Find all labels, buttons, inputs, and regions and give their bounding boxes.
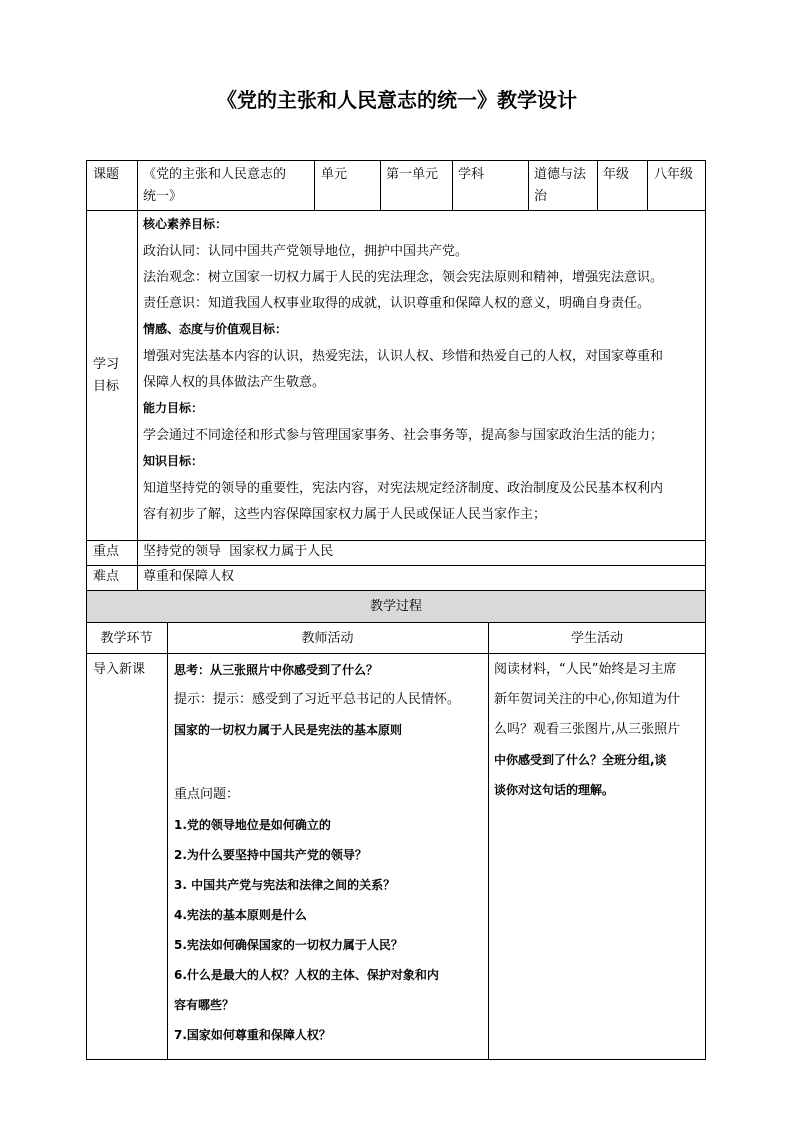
- unit-value: 第一单元: [386, 167, 439, 182]
- col-stage-header: 教学环节: [100, 631, 153, 646]
- objective-line: 容有初步了解，这些内容保障国家权力属于人民或保证人民当家作主；: [143, 507, 547, 522]
- teacher-line: 提示：提示：感受到了习近平总书记的人民情怀。: [174, 692, 461, 707]
- teacher-line: 容有哪些？: [174, 998, 235, 1012]
- process-header: 教学过程: [369, 599, 422, 614]
- objective-line: 增强对宪法基本内容的认识，热爱宪法，认识人权、珍惜和热爱自己的人权，对国家尊重和: [143, 349, 664, 364]
- objectives-content: [143, 214, 703, 530]
- objective-line: 知道坚持党的领导的重要性，宪法内容，对宪法规定经济制度、政治制度及公民基本权利内: [143, 481, 664, 496]
- teacher-line: 6.什么是最大的人权？人权的主体、保护对象和内: [174, 968, 439, 982]
- topic-value-line1: 《党的主张和人民意志的: [143, 167, 287, 182]
- col-divider: [488, 622, 489, 1060]
- student-line: 谈你对这句话的理解。: [494, 783, 615, 797]
- teacher-line: [174, 749, 484, 784]
- col-divider: [314, 160, 315, 210]
- objective-heading: 情感、态度与价值观目标：: [143, 322, 288, 336]
- objectives-label-line1: 学习: [93, 357, 120, 372]
- header-row-divider: [86, 210, 706, 211]
- col-divider: [137, 160, 138, 590]
- subject-label: 学科: [458, 167, 485, 182]
- teacher-line: 国家的一切权力属于人民是宪法的基本原则: [174, 723, 403, 737]
- col-divider: [452, 160, 453, 210]
- col-divider: [647, 160, 648, 210]
- difficult-points-label: 难点: [93, 569, 120, 584]
- subject-value-line1: 道德与法: [534, 167, 587, 182]
- objective-line: 政治认同：认同中国共产党领导地位，拥护中国共产党。: [143, 244, 469, 259]
- key-points-label: 重点: [93, 544, 120, 559]
- teacher-line: 5.宪法如何确保国家的一切权力属于人民？: [174, 938, 403, 952]
- col-divider: [597, 160, 598, 210]
- col-divider: [167, 622, 168, 1060]
- objective-line: 保障人权的具体做法产生敬意。: [143, 375, 326, 390]
- teacher-line: 思考：从三张照片中你感受到了什么？: [174, 663, 379, 677]
- objective-heading: 知识目标：: [143, 454, 204, 468]
- student-line: 阅读材料，“人民”始终是习主席: [494, 662, 677, 677]
- student-activity: [494, 659, 702, 809]
- objective-heading: 能力目标：: [143, 401, 204, 415]
- row-divider: [86, 622, 706, 623]
- topic-label: 课题: [93, 167, 120, 182]
- grade-value: 八年级: [654, 167, 694, 182]
- key-points-value: 坚持党的领导 国家权力属于人民: [143, 544, 334, 559]
- objective-line: 责任意识：知道我国人权事业取得的成就，认识尊重和保障人权的意义，明确自身责任。: [143, 296, 651, 311]
- col-student-header: 学生活动: [570, 631, 623, 646]
- col-divider: [380, 160, 381, 210]
- teacher-line: 7.国家如何尊重和保障人权？: [174, 1028, 331, 1042]
- stage-value: 导入新课: [93, 662, 146, 677]
- student-line: 中你感受到了什么？全班分组,谈: [494, 753, 667, 767]
- objectives-label-line2: 目标: [93, 379, 120, 394]
- unit-label: 单元: [321, 167, 348, 182]
- objective-line: 法治观念：树立国家一切权力属于人民的宪法理念，领会宪法原则和精神，增强宪法意识。: [143, 270, 664, 285]
- col-teacher-header: 教师活动: [301, 631, 354, 646]
- teacher-line: 2.为什么要坚持中国共产党的领导？: [174, 848, 367, 862]
- teacher-line: 3. 中国共产党与宪法和法律之间的关系？: [174, 878, 396, 892]
- teacher-line: 重点问题：: [174, 787, 240, 802]
- col-divider: [528, 160, 529, 210]
- student-line: 么吗？观看三张图片,从三张照片: [494, 722, 681, 737]
- teacher-line: 1.党的领导地位是如何确立的: [174, 818, 331, 832]
- grade-label: 年级: [603, 167, 630, 182]
- objective-heading: 核心素养目标：: [143, 217, 228, 231]
- teacher-line: 4.宪法的基本原则是什么: [174, 908, 307, 922]
- row-divider: [86, 653, 706, 654]
- difficult-points-value: 尊重和保障人权: [143, 569, 235, 584]
- objective-line: 学会通过不同途径和形式参与管理国家事务、社会事务等，提高参与国家政治生活的能力；: [143, 428, 664, 443]
- topic-value-line2: 统一》: [143, 189, 183, 204]
- subject-value-line2: 治: [534, 189, 548, 204]
- document-title: 《党的主张和人民意志的统一》教学设计: [217, 88, 577, 112]
- teacher-activity: [174, 659, 484, 1054]
- student-line: 新年贺词关注的中心,你知道为什: [494, 692, 681, 707]
